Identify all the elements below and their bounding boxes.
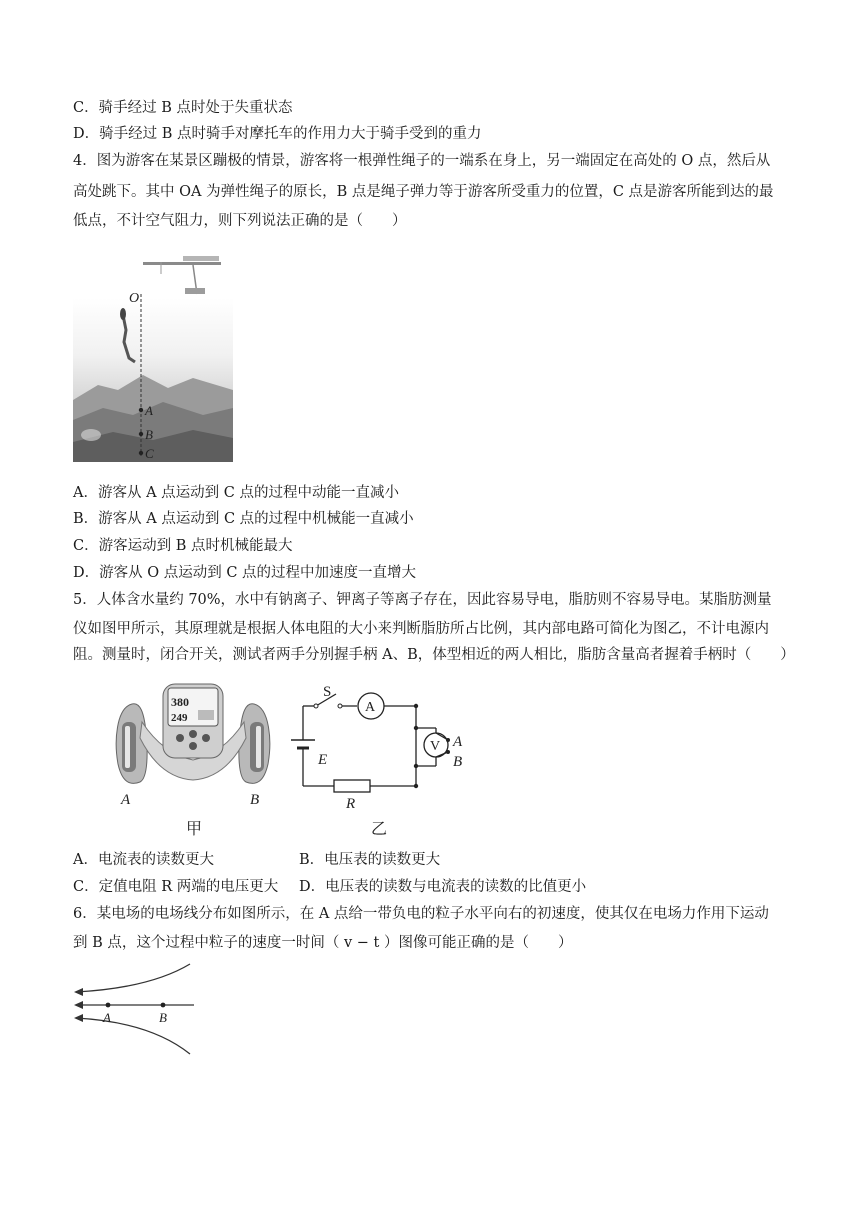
field-label-b: B xyxy=(159,1010,167,1025)
q4-stem-line-3: 低点，不计空气阻力，则下列说法正确的是（ ） xyxy=(73,213,407,229)
field-label-a: A xyxy=(103,1010,111,1025)
voltmeter-label: V xyxy=(430,739,441,754)
q5-stem-line-1: 5．人体含水量约 70%，水中有钠离子、钾离子等离子存在，因此容易导电，脂肪则不容易导电。某脂肪测量 xyxy=(73,592,772,608)
q4-stem-line-2: 高处跳下。其中 OA 为弹性绳子的原长，B 点是绳子弹力等于游客所受重力的位置，C 点是游客所能到达的最 xyxy=(73,184,774,200)
q4-stem-line-1: 4．图为游客在某景区蹦极的情景，游客将一根弹性绳子的一端系在身上，另一端固定在高处的 O 点，然后从 xyxy=(73,153,771,169)
resistor-label: R xyxy=(346,796,356,812)
q5-stem-line-2: 仪如图甲所示，其原理就是根据人体电阻的大小来判断脂肪所占比例，其内部电路可简化为图乙，不计电源内 xyxy=(73,621,769,637)
battery-label: E xyxy=(318,752,328,768)
q4-option-c: C．游客运动到 B 点时机械能最大 xyxy=(73,538,293,554)
electric-field-diagram xyxy=(70,958,200,1060)
q5-option-a: A．电流表的读数更大 xyxy=(73,852,214,868)
q5-option-b: B．电压表的读数更大 xyxy=(299,852,441,868)
circuit-diagram xyxy=(288,680,484,840)
bungee-photo xyxy=(73,250,233,462)
label-a: A xyxy=(145,403,153,418)
q5-option-d: D．电压表的读数与电流表的读数的比值更小 xyxy=(299,879,587,895)
q3-option-d: D．骑手经过 B 点时骑手对摩托车的作用力大于骑手受到的重力 xyxy=(73,126,482,142)
terminal-b-label: B xyxy=(453,754,463,770)
q6-stem-line-2: 到 B 点，这个过程中粒子的速度一时间（ v − t ）图像可能正确的是（ ） xyxy=(73,935,573,951)
display-top-value: 380 xyxy=(171,695,189,709)
handle-a-label: A xyxy=(121,792,131,808)
q4-option-d: D．游客从 O 点运动到 C 点的过程中加速度一直增大 xyxy=(73,565,417,581)
q4-option-b: B．游客从 A 点运动到 C 点的过程中机械能一直减小 xyxy=(73,511,414,527)
caption-jia: 甲 xyxy=(186,821,203,838)
q4-option-a: A．游客从 A 点运动到 C 点的过程中动能一直减小 xyxy=(73,485,399,501)
label-o: O xyxy=(129,291,140,306)
ammeter-label: A xyxy=(365,700,376,715)
fat-meter-device xyxy=(108,682,278,840)
switch-label: S xyxy=(323,684,332,700)
q6-stem-line-1: 6．某电场的电场线分布如图所示，在 A 点给一带负电的粒子水平向右的初速度，使其仅在电场力作用下运动 xyxy=(73,906,769,922)
handle-b-label: B xyxy=(250,792,260,808)
label-b: B xyxy=(145,427,153,442)
label-c: C xyxy=(145,446,154,461)
q5-stem-line-3: 阻。测量时，闭合开关，测试者两手分别握手柄 A、B，体型相近的两人相比，脂肪含量高者握着手柄时（ ） xyxy=(73,647,795,663)
caption-yi: 乙 xyxy=(371,821,388,838)
q5-option-c: C．定值电阻 R 两端的电压更大 xyxy=(73,879,279,895)
q3-option-c: C．骑手经过 B 点时处于失重状态 xyxy=(73,100,293,116)
terminal-a-label: A xyxy=(453,734,463,750)
display-bottom-value: 249 xyxy=(171,712,188,724)
